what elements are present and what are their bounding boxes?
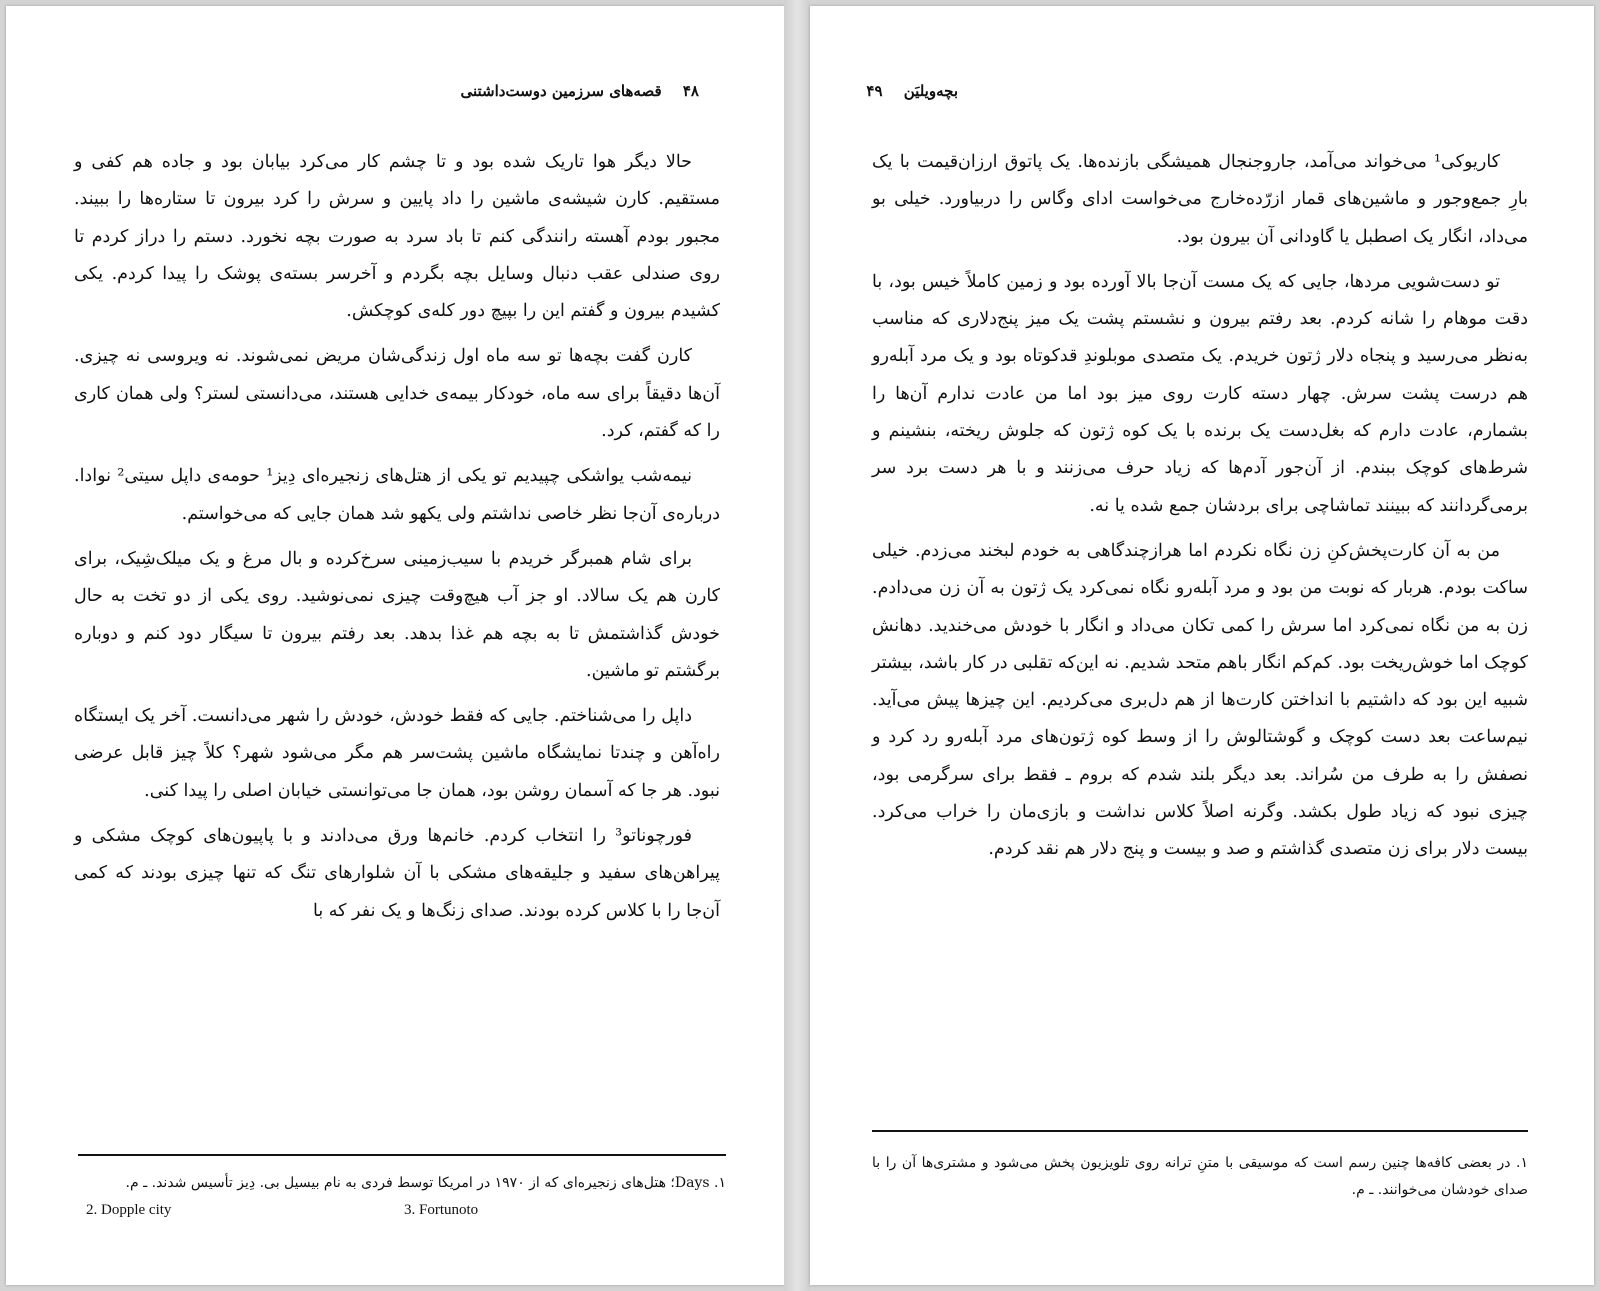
footnote-rule xyxy=(78,1154,726,1156)
paragraph: نیمه‌شب یواشکی چپیدیم تو یکی از هتل‌های زنجیره‌ای دِیز¹ حومه‌ی داپل سیتی² نوادا. درباره‌ی آن‌جا نظر خاصی نداشتم ولی یکهو شد همان جایی که می‌خواستم. xyxy=(74,466,720,524)
paragraph: من به آن کارت‌پخش‌کنِ زن نگاه نکردم اما هرازچندگاهی به خودم لبخند می‌زدم. خیلی ساکت بودم. هربار که نوبت من بود و مرد آبله‌رو نگاه نمی‌کرد یک ژتون به آن زن می‌دادم. زن به من نگاه نمی‌کرد اما سرش را کمی تکان می‌داد و انگار با خودش می‌خندید. دهانش کوچک اما خوش‌ریخت بود. کم‌کم انگار باهم متحد شدیم. نه این‌که تقلبی در کار باشد، بیشتر شبیه این بود که داشتیم با انداختن کارت‌ها از هم دل‌بری می‌کردیم. این چیزها پیش می‌آید. نیم‌ساعت بعد دست کوچک و گوشتالوش را از وسط کوه ژتون‌های مرد آبله‌رو رد کرد و نصفش را به طرف من سُراند. بعد دیگر بلند شدم که بروم ـ فقط برای سرگرمی بود، چیزی نبود که زیاد طول بکشد. وگرنه اصلاً کلاس نداشت و بازی‌مان را خراب می‌کرد. بیست دلار برای زن متصدی گذاشتم و صد و بیست و پنج دلار هم نقد کردم. xyxy=(872,540,1528,860)
left-page xyxy=(6,6,784,1285)
paragraph: برای شام همبرگر خریدم با سیب‌زمینی سرخ‌کرده و بال مرغ و یک میلک‌شِیک، برای کارن هم یک سالاد. او جز آب هیچ‌وقت چیزی نمی‌نوشید. روی یکی از دو تخت به حال خودش گذاشتمش تا به بچه هم غذا بدهد. بعد رفتم بیرون تا سیگار دود کنم و دوباره برگشتم تو ماشین. xyxy=(74,548,720,681)
page-number: ۴۸ xyxy=(682,82,699,100)
footnotes xyxy=(872,1150,1528,1204)
footnote-rule xyxy=(872,1130,1528,1132)
paragraph: داپل را می‌شناختم. جایی که فقط خودش، خودش را شهر می‌دانست. آخر یک ایستگاه راه‌آهن و چندتا نمایشگاه ماشین پشت‌سر هم مگر می‌شود شهر؟ کلاً چیز قابل عرضی نبود. هر جا که آسمان روشن بود، همان جا می‌توانستی خیابان اصلی را پیدا کنی. xyxy=(74,706,720,801)
page-body xyxy=(872,144,1528,869)
footnote: 2. Dopple city xyxy=(86,1202,172,1218)
footnote: ۱. Days؛ هتل‌های زنجیره‌ای که از ۱۹۷۰ در امریکا توسط فردی به نام بیسیل بی. دِیز تأسیس شدند. ـ م. xyxy=(125,1175,726,1191)
paragraph: حالا دیگر هوا تاریک شده بود و تا چشم کار می‌کرد بیابان بود و جاده هم کفی و مستقیم. کارن شیشه‌ی ماشین را داد پایین و سرش را کرد بیرون تا ستاره‌ها را ببیند. مجبور بودم آهسته رانندگی کنم تا باد سرد به صورت بچه نخورد. دستم را دراز کردم تا روی صندلی عقب دنبال وسایل بچه بگردم و آخرسر بسته‌ی پوشک را پیدا کردم. یکی کشیدم بیرون و گفتم این را بپیچ دور کله‌ی کوچکش. xyxy=(74,152,720,322)
page-body xyxy=(74,144,720,930)
footnote: ۱. در بعضی کافه‌ها چنین رسم است که موسیقی با متنِ ترانه روی تلویزیون پخش می‌شود و مشتری‌ها آن را با صدای خودشان می‌خوانند. ـ م. xyxy=(872,1155,1528,1198)
page-header xyxy=(866,82,958,100)
page-number: ۴۹ xyxy=(866,82,883,100)
running-title: بچه‌ویلیَن xyxy=(903,82,958,100)
footnote: 3. Fortunoto xyxy=(404,1202,479,1218)
right-page xyxy=(810,6,1594,1285)
book-gutter xyxy=(784,0,810,1291)
footnotes xyxy=(78,1170,726,1223)
paragraph: تو دست‌شویی مردها، جایی که یک مست آن‌جا بالا آورده بود و زمین کاملاً خیس بود، با دقت موهام را شانه کردم. بعد رفتم بیرون و نشستم پشت یک میز پنج‌دلاری که مناسب به‌نظر می‌رسید و پنجاه دلار ژتون خریدم. یک متصدی موبلوندِ قدکوتاه بود و یک مرد آبله‌رو هم درست پشت سرش. چهار دسته کارت روی میز بود اما من عادت ندارم آن‌ها را بشمارم، عادت دارم که بغل‌دست یک برنده با یک کوه ژتون که جلوش ریخته، بنشینم و شرط‌های کوچک ببندم. از آن‌جور آدم‌ها که زیاد حرف می‌زنند و با هر دست برد سر برمی‌گردانند که ببینند تماشاچی برای بردشان جمع شده یا نه. xyxy=(872,271,1528,516)
running-title: قصه‌های سرزمین دوست‌داشتنی xyxy=(460,82,662,100)
footnote-latin-row xyxy=(78,1197,726,1223)
paragraph: فورچوناتو³ را انتخاب کردم. خانم‌ها ورق می‌دادند و با پاپیون‌های کوچک مشکی و پیراهن‌های سفید و جلیقه‌های مشکی با آن شلوارهای تنگ که تنها چیزی بودند که کمی آن‌جا را با کلاس کرده بودند. صدای زنگ‌ها و یک نفر که با xyxy=(74,826,720,921)
paragraph: کارن گفت بچه‌ها تو سه ماه اول زندگی‌شان مریض نمی‌شوند. نه ویروسی نه چیزی. آن‌ها دقیقاً برای سه ماه، خودکار بیمه‌ی خدایی هستند، می‌دانستی لستر؟ ولی همان کاری را که گفتم، کرد. xyxy=(74,346,720,442)
page-header xyxy=(460,82,699,100)
paragraph: کاریوکی¹ می‌خواند می‌آمد، جاروجنجال همیشگی بازنده‌ها. یک پاتوق ارزان‌قیمت با یک بارِ جمع‌وجور و ماشین‌های قمار ازرّده‌خارج می‌خواست ادای وگاس را دربیاورد. خیلی بو می‌داد، انگار یک اصطبل یا گاودانی آن بیرون بود. xyxy=(872,152,1528,247)
